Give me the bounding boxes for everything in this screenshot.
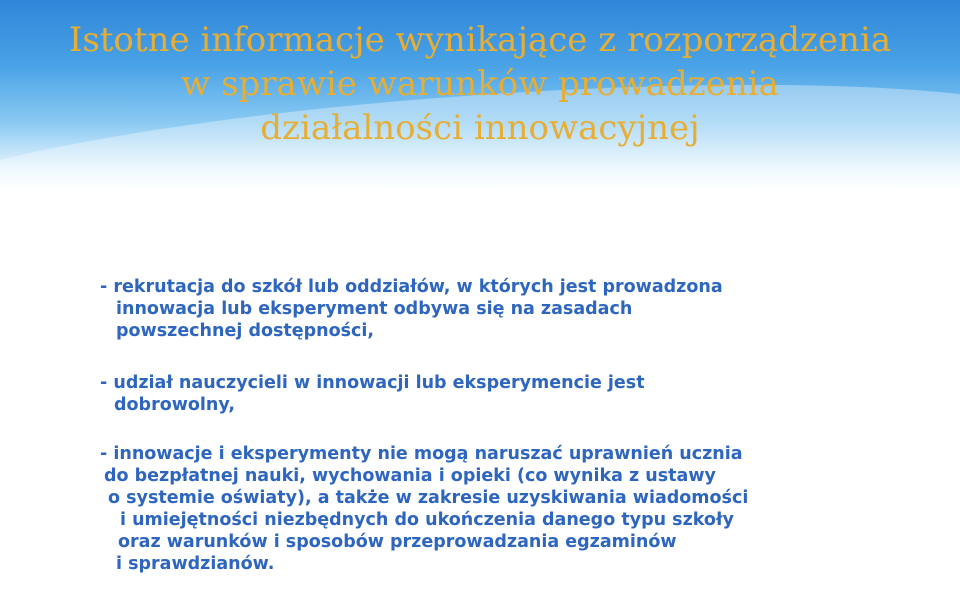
bullet-line: i sprawdzianów. <box>116 554 275 574</box>
bullet-line: - rekrutacja do szkół lub oddziałów, w których jest prowadzona <box>100 277 723 297</box>
slide-body <box>100 276 890 575</box>
bullet-line: - innowacje i eksperymenty nie mogą naruszać uprawnień ucznia <box>100 444 743 464</box>
bullet-student-rights <box>100 443 890 575</box>
slide-title <box>0 18 960 150</box>
bullet-line: do bezpłatnej nauki, wychowania i opieki (co wynika z ustawy <box>104 466 716 486</box>
bullet-line: oraz warunków i sposobów przeprowadzania egzaminów <box>118 532 677 552</box>
title-line: działalności innowacyjnej <box>260 108 700 148</box>
bullet-line: powszechnej dostępności, <box>116 321 375 341</box>
title-line: w sprawie warunków prowadzenia <box>181 64 779 104</box>
title-line: Istotne informacje wynikające z rozporządzenia <box>68 20 892 60</box>
bullet-recruitment <box>100 276 890 342</box>
bullet-line: o systemie oświaty), a także w zakresie uzyskiwania wiadomości <box>108 488 749 508</box>
bullet-line: i umiejętności niezbędnych do ukończenia danego typu szkoły <box>120 510 734 530</box>
bullet-line: innowacja lub eksperyment odbywa się na zasadach <box>116 299 633 319</box>
bullet-teacher-participation <box>100 372 890 416</box>
bullet-line: dobrowolny, <box>114 395 236 415</box>
bullet-line: - udział nauczycieli w innowacji lub eksperymencie jest <box>100 373 645 393</box>
